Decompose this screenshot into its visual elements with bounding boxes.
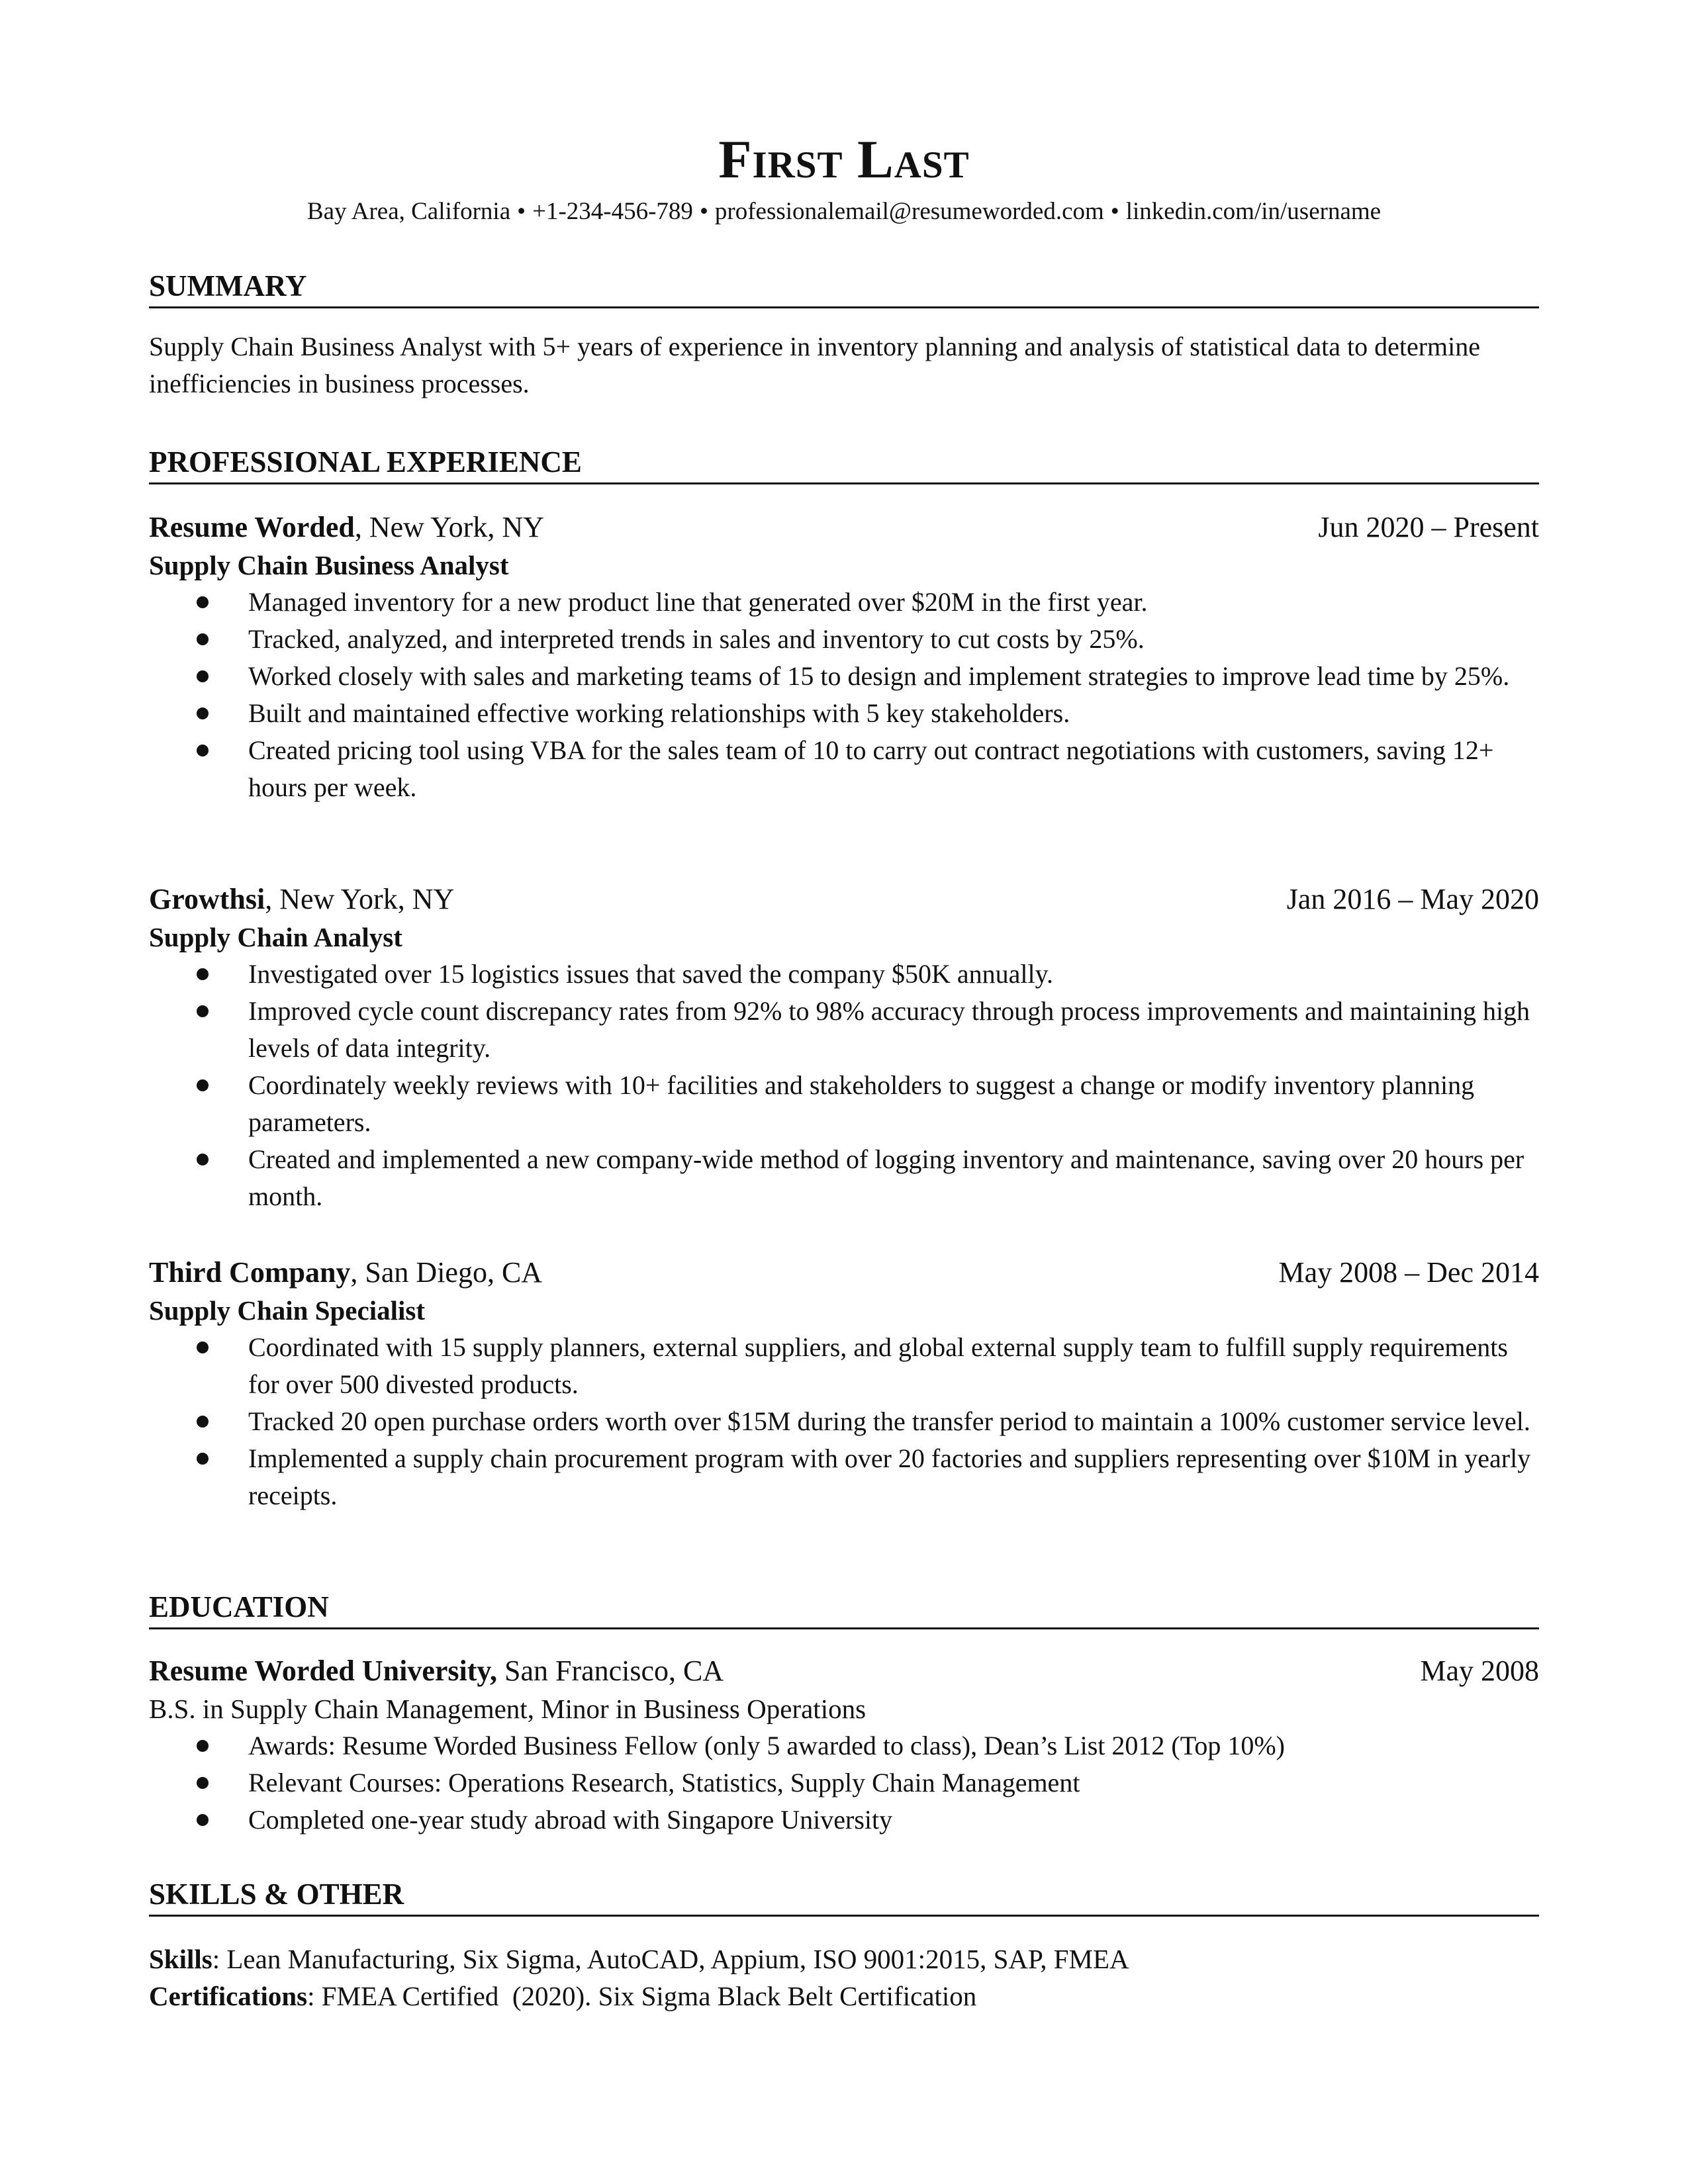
job-dates: May 2008 – Dec 2014 bbox=[1278, 1256, 1539, 1289]
bullet-dot-icon bbox=[197, 1453, 209, 1465]
job-location: , New York, NY bbox=[265, 883, 455, 915]
bullet-item: Coordinated with 15 supply planners, external suppliers, and global external supply team to fulfill supply requirements for over 500 divested products. bbox=[149, 1329, 1539, 1403]
contact-separator: • bbox=[699, 198, 708, 225]
education-bullets bbox=[149, 1727, 1539, 1839]
job-header bbox=[149, 1253, 1539, 1292]
bullet-dot-icon bbox=[197, 707, 209, 719]
job-header bbox=[149, 880, 1539, 919]
candidate-name: First Last bbox=[718, 129, 970, 189]
education-header bbox=[149, 1652, 1539, 1690]
job-bullets bbox=[149, 956, 1539, 1215]
education-entry bbox=[149, 1652, 1539, 1839]
bullet-dot-icon bbox=[197, 745, 209, 756]
contact-separator: • bbox=[517, 198, 526, 225]
job-company: Growthsi bbox=[149, 883, 265, 915]
skills-heading: SKILLS & OTHER bbox=[149, 1880, 1539, 1917]
job-bullets bbox=[149, 584, 1539, 806]
bullet-dot-icon bbox=[197, 1154, 209, 1165]
certifications-text: : FMEA Certified (2020). Six Sigma Black Belt Certification bbox=[307, 1981, 977, 2011]
skills-label: Skills bbox=[149, 1944, 212, 1974]
job-location: , San Diego, CA bbox=[350, 1256, 543, 1289]
contact-separator: • bbox=[1110, 198, 1119, 225]
bullet-item: Improved cycle count discrepancy rates from 92% to 98% accuracy through process improvements and maintaining high levels of data integrity. bbox=[149, 993, 1539, 1067]
experience-heading: PROFESSIONAL EXPERIENCE bbox=[149, 447, 1539, 484]
bullet-item: Built and maintained effective working relationships with 5 key stakeholders. bbox=[149, 695, 1539, 732]
education-dates: May 2008 bbox=[1420, 1655, 1539, 1687]
bullet-item: Created and implemented a new company-wide method of logging inventory and maintenance, saving over 20 hours per month. bbox=[149, 1141, 1539, 1215]
summary-text: Supply Chain Business Analyst with 5+ years of experience in inventory planning and analysis of statistical data to determine inefficiencies in business processes. bbox=[149, 332, 1481, 398]
bullet-dot-icon bbox=[197, 1079, 209, 1091]
job-entry bbox=[149, 880, 1539, 1215]
bullet-item: Tracked, analyzed, and interpreted trends in sales and inventory to cut costs by 25%. bbox=[149, 621, 1539, 658]
contact-email: professionalemail@resumeworded.com bbox=[714, 198, 1104, 225]
bullet-item: Worked closely with sales and marketing teams of 15 to design and implement strategies to improve lead time by 25%. bbox=[149, 658, 1539, 695]
bullet-dot-icon bbox=[197, 633, 209, 645]
job-title: Supply Chain Analyst bbox=[149, 922, 402, 952]
degree: B.S. in Supply Chain Management, Minor in Business Operations bbox=[149, 1694, 867, 1724]
contact-linkedin: linkedin.com/in/username bbox=[1125, 198, 1382, 225]
bullet-item: Coordinately weekly reviews with 10+ facilities and stakeholders to suggest a change or modify inventory planning parameters. bbox=[149, 1067, 1539, 1141]
bullet-dot-icon bbox=[197, 1342, 209, 1353]
bullet-item: Tracked 20 open purchase orders worth over $15M during the transfer period to maintain a 100% customer service level. bbox=[149, 1403, 1539, 1440]
contact-phone: +1-234-456-789 bbox=[532, 198, 693, 225]
school-location: San Francisco, CA bbox=[496, 1655, 724, 1687]
job-company: Resume Worded bbox=[149, 511, 355, 543]
bullet-dot-icon bbox=[197, 1416, 209, 1428]
skills-text: : Lean Manufacturing, Six Sigma, AutoCAD, Appium, ISO 9001:2015, SAP, FMEA bbox=[212, 1944, 1129, 1974]
contact-location: Bay Area, California bbox=[306, 198, 511, 225]
bullet-dot-icon bbox=[197, 1777, 209, 1789]
skills-line bbox=[149, 1940, 1539, 1978]
bullet-item: Managed inventory for a new product line that generated over $20M in the first year. bbox=[149, 584, 1539, 621]
bullet-item: Completed one-year study abroad with Singapore University bbox=[149, 1801, 1539, 1839]
bullet-dot-icon bbox=[197, 968, 209, 980]
bullet-item: Created pricing tool using VBA for the sales team of 10 to carry out contract negotiations with customers, saving 12+ hours per week. bbox=[149, 732, 1539, 806]
job-header bbox=[149, 508, 1539, 547]
job-dates: Jan 2016 – May 2020 bbox=[1286, 883, 1539, 915]
job-company: Third Company bbox=[149, 1256, 351, 1289]
education-heading: EDUCATION bbox=[149, 1592, 1539, 1629]
school-name: Resume Worded University, bbox=[149, 1655, 497, 1687]
job-location: , New York, NY bbox=[354, 511, 544, 543]
bullet-dot-icon bbox=[197, 670, 209, 682]
bullet-item: Awards: Resume Worded Business Fellow (only 5 awarded to class), Dean’s List 2012 (Top 10%) bbox=[149, 1727, 1539, 1764]
job-dates: Jun 2020 – Present bbox=[1318, 511, 1539, 543]
bullet-dot-icon bbox=[197, 596, 209, 608]
contact-line bbox=[149, 197, 1539, 226]
certifications-line bbox=[149, 1978, 1539, 2015]
job-entry bbox=[149, 508, 1539, 806]
bullet-dot-icon bbox=[197, 1740, 209, 1752]
bullet-dot-icon bbox=[197, 1005, 209, 1017]
job-title: Supply Chain Specialist bbox=[149, 1295, 425, 1326]
job-entry bbox=[149, 1253, 1539, 1514]
job-title: Supply Chain Business Analyst bbox=[149, 550, 509, 580]
job-bullets bbox=[149, 1329, 1539, 1514]
summary-heading: SUMMARY bbox=[149, 271, 1539, 308]
bullet-item: Implemented a supply chain procurement program with over 20 factories and suppliers representing over $10M in yearly receipts. bbox=[149, 1440, 1539, 1514]
certifications-label: Certifications bbox=[149, 1981, 308, 2011]
bullet-item: Relevant Courses: Operations Research, Statistics, Supply Chain Management bbox=[149, 1764, 1539, 1801]
bullet-dot-icon bbox=[197, 1814, 209, 1826]
bullet-item: Investigated over 15 logistics issues that saved the company $50K annually. bbox=[149, 956, 1539, 993]
